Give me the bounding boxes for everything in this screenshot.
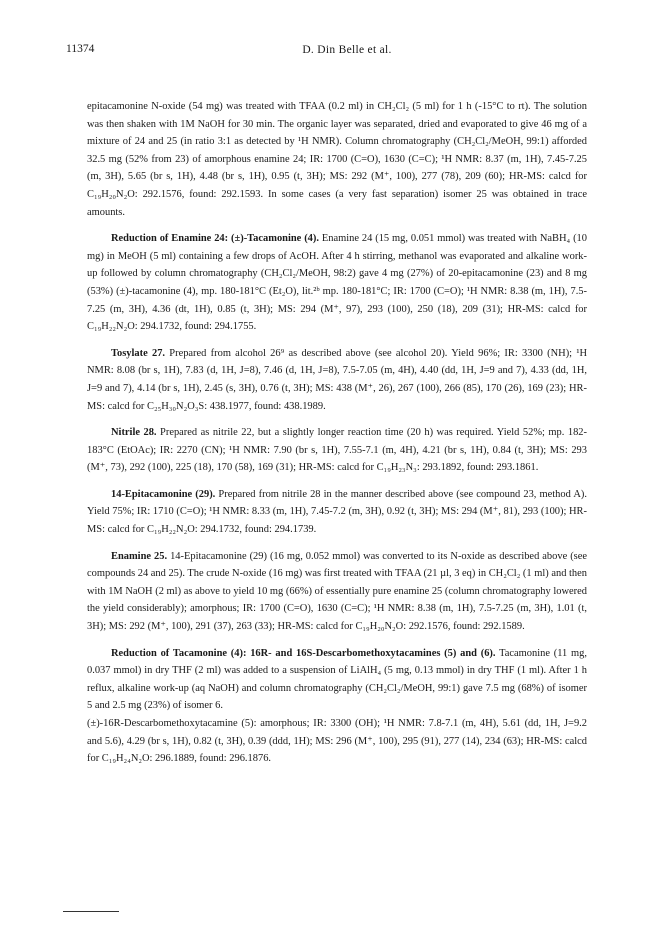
page-number: 11374 — [66, 43, 95, 55]
paragraph-descarbomethoxytacamine-5 — [87, 715, 587, 768]
paragraph-text: Enamine 24 (15 mg, 0.051 mmol) was treated with NaBH₄ (10 mg) in MeOH (5 ml) containing a few drops of AcOH. After 4 h stirring, methanol was evaporated and alkaline work-up followed by column chromatography (CH₂Cl₂/MeOH, 98:2) gave 4 mg (27%) of 20-epitacamonine (23) and 8 mg (53%) (±)-tacamonine (4), mp. 180-181°C (Et₂O), lit.²ᵇ mp. 180-181°C; IR: 1700 (C=O); ¹H NMR: 8.38 (m, 1H), 7.5-7.25 (m, 3H), 4.36 (dt, 1H), 0.85 (t, 3H); MS: 294 (M⁺, 97), 293 (100), 250 (18), 209 (31); HR-MS: calcd for C₁₉H₂₂N₂O: 294.1732, found: 294.1755. — [87, 233, 587, 333]
paragraph-text: 14-Epitacamonine (29) (16 mg, 0.052 mmol) was converted to its N-oxide as described above (see compounds 24 and 25). The crude N-oxide (16 mg) was first treated with TFAA (21 µl, 3 eq) in CH₂Cl₂ (1 ml) and then with 1M NaOH (2 ml) as above to yield 10 mg (66%) of essentially pure enamine 25 (column chromatography lowered the yield considerably); amorphous; IR: 1700 (C=O), 1630 (C=C); ¹H NMR: 8.38 (m, 1H), 7.5-7.25 (m, 3H), 1.01 (t, 3H); MS: 292 (M⁺, 100), 291 (37), 263 (33); HR-MS: calcd for C₁₉H₂₀N₂O: 292.1576, found: 292.1589. — [87, 550, 587, 633]
paragraph-14-epitacamonine — [87, 486, 587, 539]
article-body — [87, 98, 587, 768]
paragraph-enamine-24-continued — [87, 98, 587, 221]
paragraph-heading: 14-Epitacamonine (29). — [111, 488, 216, 500]
paragraph-text: Tacamonine (11 mg, 0.037 mmol) in dry THF (2 ml) was added to a suspension of LiAlH₄ (5 mg, 0.13 mmol) in dry THF (1 ml). After 1 h reflux, alkaline work-up (aq NaOH) and column chromatography (CH₂Cl₂/MeOH, 99:1) gave 7.5 mg (68%) of isomer 5 and 2.5 mg (23%) of isomer 6. — [87, 647, 588, 712]
footnote-rule — [63, 911, 119, 912]
paragraph-text: Prepared from nitrile 28 in the manner described above (see compound 23, method A). Yield 75%; IR: 1710 (C=O); ¹H NMR: 8.33 (m, 1H), 7.45-7.2 (m, 3H), 0.92 (t, 3H); MS: 294 (M⁺, 81), 293 (100); HR-MS: calcd for C₁₉H₂₂N₂O: 294.1732, found: 294.1739. — [87, 488, 588, 536]
paragraph-reduction-enamine-24 — [87, 230, 587, 336]
paragraph-heading: Nitrile 28. — [111, 427, 157, 439]
paragraph-heading: Tosylate 27. — [111, 347, 166, 359]
paragraph-tosylate-27 — [87, 345, 587, 415]
paragraph-heading: Reduction of Tacamonine (4): 16R- and 16S-Descarbomethoxytacamines (5) and (6). — [111, 647, 496, 659]
paragraph-text: Prepared as nitrile 22, but a slightly longer reaction time (20 h) was required. Yield 52%; mp. 182-183°C (EtOAc); IR: 2270 (CN); ¹H NMR: 7.90 (br s, 1H), 7.55-7.1 (m, 4H), 4.21 (br s, 1H), 0.84 (t, 3H); MS: 293 (M⁺, 73), 292 (100), 225 (18), 170 (58), 169 (31); HR-MS: calcd for C₁₉H₂₃N₃: 293.1892, found: 293.1861. — [87, 427, 588, 474]
paragraph-text: Prepared from alcohol 26⁹ as described above (see alcohol 20). Yield 96%; IR: 3300 (NH); ¹H NMR: 8.08 (br s, 1H), 7.83 (d, 1H, J=8), 7.46 (d, 1H, J=8), 7.5-7.05 (m, 4H), 4.40 (dd, 1H, J=9 and 7), 4.33 (dd, 1H, J=9 and 7), 4.14 (br s, 1H), 2.45 (s, 3H), 0.76 (t, 3H); MS: 438 (M⁺, 26), 267 (100), 266 (85), 170 (26), 169 (23); HR-MS: calcd for C₂₅H₃₀N₂O₃S: 438.1977, found: 438.1989. — [87, 347, 587, 412]
paragraph-nitrile-28 — [87, 424, 587, 477]
paragraph-text: epitacamonine N-oxide (54 mg) was treated with TFAA (0.2 ml) in CH₂Cl₂ (5 ml) for 1 h (-15°C to rt). The solution was then shaken with 1M NaOH for 30 min. The organic layer was separated, dried and evaporated to give 46 mg of a mixture of 24 and 25 (in ratio 3:1 as detected by ¹H NMR). Column chromatography (CH₂Cl₂/MeOH, 99:1) afforded 32.5 mg (52% from 23) of amorphous enamine 24; IR: 1700 (C=O), 1630 (C=C); ¹H NMR: 8.37 (m, 1H), 7.45-7.25 (m, 3H), 5.65 (br s, 1H), 4.48 (br s, 1H), 0.95 (t, 3H); MS: 292 (M⁺, 100), 277 (78), 209 (60); HR-MS: calcd for C₁₉H₂₀N₂O: 292.1576, found: 292.1593. In some cases (a very fast separation) isomer 25 was obtained in trace amounts. — [87, 101, 587, 218]
running-head: D. Din Belle et al. — [302, 44, 392, 56]
paragraph-heading: Enamine 25. — [111, 550, 168, 562]
paragraph-heading: Reduction of Enamine 24: (±)-Tacamonine (4). — [111, 233, 319, 245]
paragraph-enamine-25 — [87, 548, 587, 636]
paragraph-text: (±)-16R-Descarbomethoxytacamine (5): amorphous; IR: 3300 (OH); ¹H NMR: 7.8-7.1 (m, 4H), 5.61 (dd, 1H, J=9.2 and 5.6), 4.29 (br s, 1H), 0.82 (t, 3H), 0.39 (ddd, 1H); MS: 296 (M⁺, 100), 295 (91), 277 (14), 234 (63); HR-MS: calcd for C₁₉H₂₄N₂O: 296.1889, found: 296.1876. — [87, 718, 587, 765]
paragraph-reduction-tacamonine — [87, 645, 587, 715]
